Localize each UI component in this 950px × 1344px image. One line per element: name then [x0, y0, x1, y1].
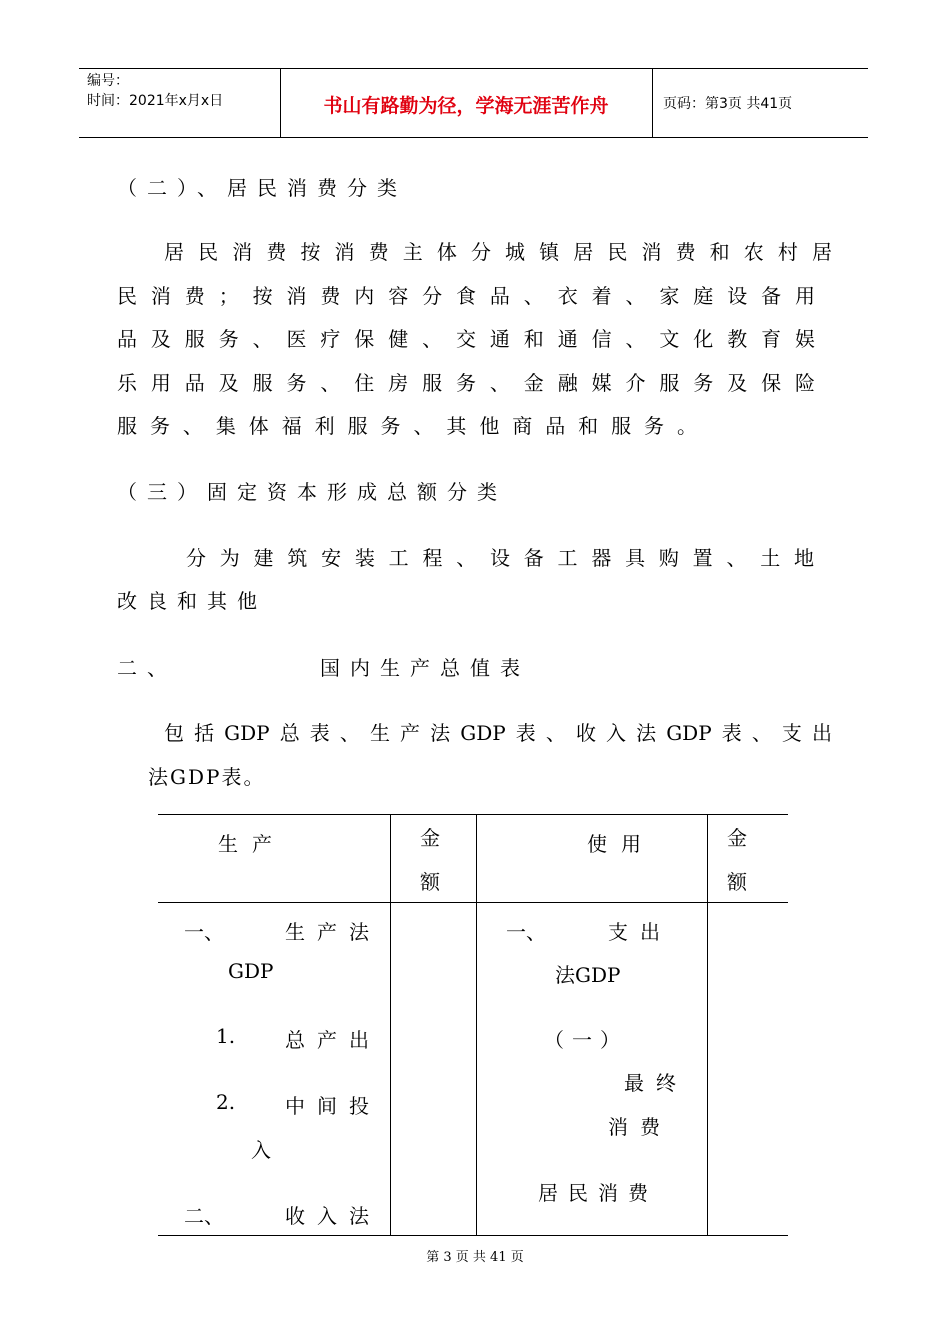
- document-number-label: 编号：: [87, 73, 129, 89]
- table-header-production: 生产: [218, 832, 286, 856]
- usage-item-text: 法GDP: [555, 963, 621, 987]
- production-item-number: 一、: [184, 920, 224, 944]
- header-divider: [652, 69, 653, 137]
- production-item-text: GDP: [228, 959, 274, 983]
- paragraph-line: 品及服务、医疗保健、交通和通信、文化教育娱: [117, 327, 815, 351]
- usage-item-text: 支出: [608, 920, 672, 944]
- document-time-label: 时间：2021年x月x日: [87, 93, 224, 109]
- table-header-amount: 金额: [420, 826, 440, 894]
- paragraph-line: 民消费；按消费内容分食品、衣着、家庭设备用: [117, 284, 815, 308]
- production-sub-text: 总产出: [285, 1028, 381, 1052]
- page-footer: 第 3 页 共 41 页: [426, 1250, 524, 1265]
- usage-sub-text: 最终: [624, 1071, 688, 1095]
- paragraph-line: 包括GDP总表、生产法GDP表、收入法GDP表、支出: [164, 721, 832, 745]
- header-page-number: 页码：第3页 共41页: [663, 96, 793, 112]
- usage-sub-item: 居民消费: [538, 1181, 658, 1205]
- section-heading-capital: （三）固定资本形成总额分类: [117, 480, 507, 504]
- table-rule: [158, 1235, 788, 1236]
- table-header-usage: 使用: [587, 832, 655, 856]
- paragraph-line: 分为建筑安装工程、设备工器具购置、土地: [186, 546, 814, 570]
- production-item-text: 生产法: [285, 920, 381, 944]
- page-header: [79, 68, 868, 138]
- header-meta: [87, 71, 223, 111]
- production-sub-number: 1.: [216, 1024, 236, 1048]
- usage-sub-number: （一）: [544, 1028, 628, 1052]
- table-column-line: [390, 814, 391, 1236]
- table-rule: [158, 814, 788, 815]
- section-heading-consumption: （二）、居民消费分类: [117, 176, 407, 200]
- paragraph-line: 服务、集体福利服务、其他商品和服务。: [117, 414, 697, 438]
- table-rule: [158, 902, 788, 903]
- paragraph-line: 乐用品及服务、住房服务、金融媒介服务及保险: [117, 371, 815, 395]
- paragraph-line: 改良和其他: [117, 589, 267, 613]
- usage-item-number: 一、: [506, 920, 546, 944]
- table-column-line: [707, 814, 708, 1236]
- production-sub-number: 2.: [216, 1090, 236, 1114]
- paragraph-line: 居民消费按消费主体分城镇居民消费和农村居: [164, 240, 832, 264]
- production-item-text: 收入法: [285, 1204, 381, 1228]
- section-number: 二、: [117, 656, 177, 680]
- production-item-number: 二、: [184, 1204, 224, 1228]
- header-motto: 书山有路勤为径，学海无涯苦作舟: [323, 95, 609, 117]
- paragraph-line: 法GDP表。: [148, 765, 266, 789]
- table-header-amount: 金额: [727, 826, 747, 894]
- production-sub-text: 中间投: [285, 1094, 381, 1118]
- gdp-table: [158, 814, 788, 1236]
- table-column-line: [476, 814, 477, 1236]
- usage-sub-text: 消费: [608, 1115, 672, 1139]
- section-heading-gdp: 国内生产总值表: [320, 656, 530, 680]
- production-sub-text: 入: [251, 1138, 271, 1162]
